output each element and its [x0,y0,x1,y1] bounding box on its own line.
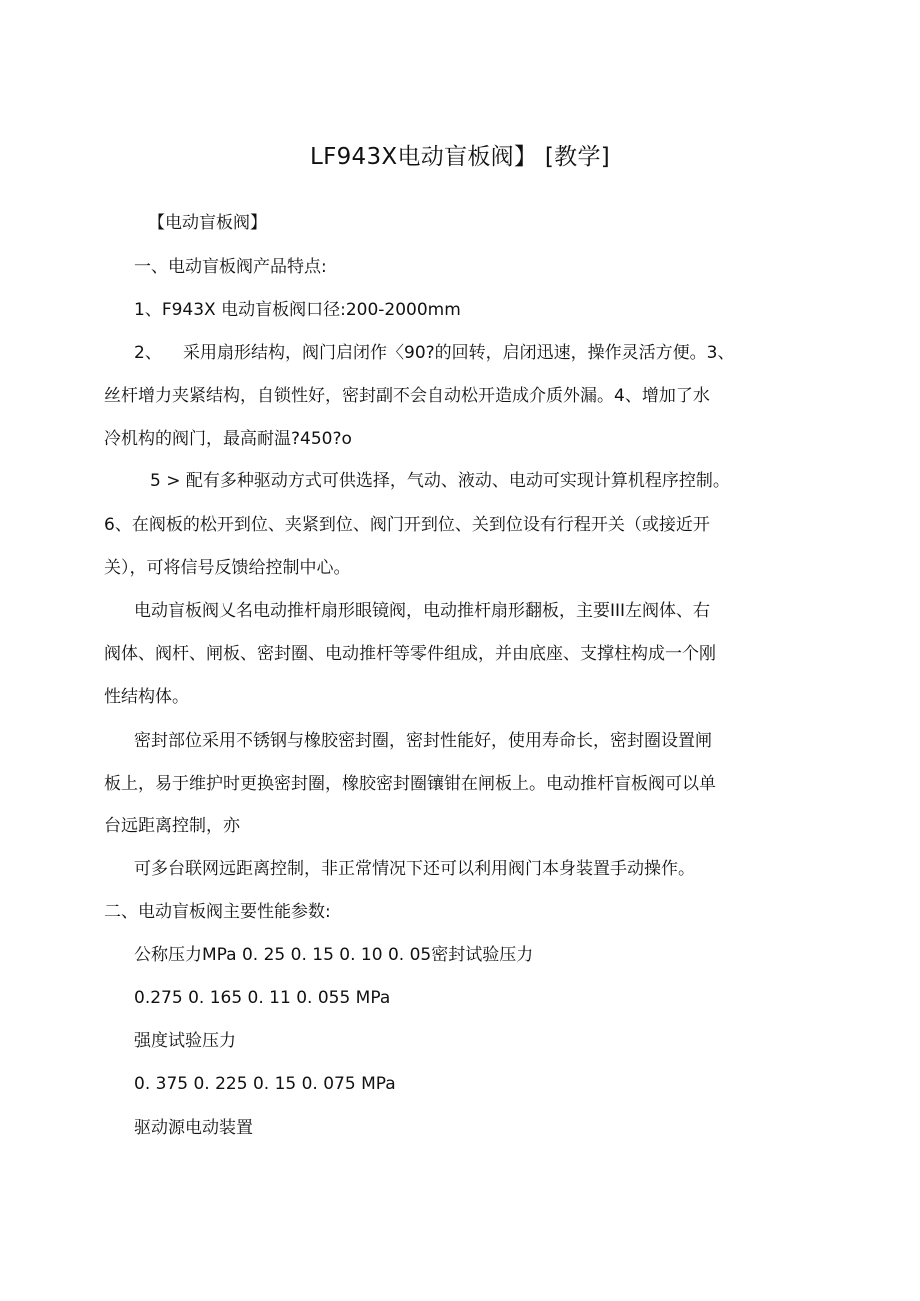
feature-item-2-line-2: 丝杆增力夹紧结构，自锁性好，密封副不会自动松开造成介质外漏。4、增加了水 [104,386,710,406]
document-heading: 【电动盲板阀】 [148,213,267,233]
section-title-features: 一、电动盲板阀产品特点: [134,257,327,277]
paragraph-2-line-2: 板上，易于维护时更换密封圈，橡胶密封圈镶钳在闸板上。电动推杆盲板阀可以单 [104,774,716,794]
feature-item-2-number: 2、 [134,343,162,363]
paragraph-1-line-1: 电动盲板阀乂名电动推杆扇形眼镜阀，电动推杆扇形翻板，主要III左阀体、右 [134,601,711,621]
document-title: LF943X电动盲板阀】 [教学] [309,144,611,170]
paragraph-1-line-2: 阀体、阀杆、闸板、密封圈、电动推杆等零件组成，并由底座、支撑柱构成一个刚 [104,644,716,664]
paragraph-2-line-1: 密封部位采用不锈钢与橡胶密封圈，密封性能好，使用寿命长，密封圈设置闸 [134,731,712,751]
paragraph-1-line-3: 性结构体。 [104,687,189,707]
parameter-line-5: 驱动源电动装置 [134,1118,253,1138]
section-title-parameters: 二、电动盲板阀主要性能参数: [104,902,331,922]
parameter-line-3: 强度试验压力 [134,1031,236,1051]
paragraph-3-line-1: 可多台联网远距离控制，非正常情况下还可以利用阀门本身装置手动操作。 [134,859,695,879]
feature-item-6-line-2: 关），可将信号反馈给控制中心。 [104,558,351,578]
feature-item-5: 5 > 配有多种驱动方式可供选择，气动、液动、电动可实现计算机程序控制。 [150,471,730,491]
paragraph-2-line-3: 台远距离控制，亦 [104,816,240,836]
feature-item-1: 1、F943X 电动盲板阀口径:200-2000mm [134,300,461,320]
parameter-line-1: 公称压力MPa 0. 25 0. 15 0. 10 0. 05密封试验压力 [134,945,534,965]
parameter-line-4: 0. 375 0. 225 0. 15 0. 075 MPa [134,1074,396,1094]
feature-item-2-line-1: 采用扇形结构，阀门启闭作〈90?的回转，启闭迅速，操作灵活方便。3、 [183,343,735,363]
feature-item-2-line-3: 冷机构的阀门，最高耐温?450?o [104,429,352,449]
feature-item-6-line-1: 6、在阀板的松开到位、夹紧到位、阀门开到位、关到位设有行程开关（或接近开 [104,515,710,535]
parameter-line-2: 0.275 0. 165 0. 11 0. 055 MPa [134,988,391,1008]
